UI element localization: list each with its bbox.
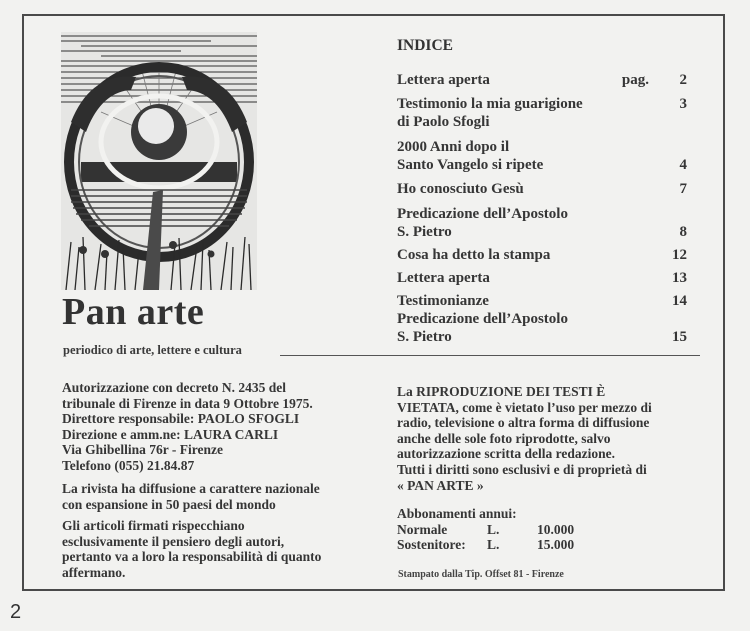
sun-sea-hands-icon (61, 32, 257, 290)
toc-item[interactable] (397, 310, 687, 346)
toc-item-title: Predicazione dell’Apostolo (397, 311, 568, 327)
toc-item-title: Lettera aperta (397, 72, 490, 88)
currency-label: L. (487, 537, 500, 553)
phone-line: Telefono (055) 21.84.87 (62, 457, 195, 473)
address-line: Via Ghibellina 76r - Firenze (62, 442, 223, 458)
subscription-type: Normale (397, 521, 448, 537)
disclaimer-block (62, 518, 321, 580)
text-line: con espansione in 50 paesi del mondo (62, 496, 276, 512)
text-line: VIETATA, come è vietato l’uso per mezzo di (397, 399, 652, 415)
subscriptions-heading: Abbonamenti annui: (397, 506, 517, 521)
printer-credit: Stampato dalla Tip. Offset 81 - Firenze (398, 569, 564, 580)
text-line: autorizzazione scritta della redazione. (397, 446, 615, 462)
text-line: La RIPRODUZIONE DEI TESTI È (397, 384, 606, 399)
toc-item-title: Predicazione dell’Apostolo (397, 206, 568, 222)
text-line: Autorizzazione con decreto N. 2435 del (62, 380, 286, 395)
rights-notice-block (397, 384, 652, 493)
woodcut-illustration (61, 32, 257, 290)
subscription-amount: 10.000 (537, 521, 575, 537)
toc-item-title: 2000 Anni dopo il (397, 139, 510, 155)
toc-page-number: 14 (672, 293, 687, 309)
toc-item[interactable] (397, 292, 687, 310)
subscription-row-normale (397, 522, 574, 538)
text-line: « PAN ARTE » (397, 477, 484, 493)
authorization-block (62, 380, 313, 474)
toc-page-number: 13 (672, 270, 687, 286)
toc-page-number: 2 (679, 72, 687, 88)
subscription-amount: 15.000 (537, 537, 575, 553)
director-line: Direttore responsabile: PAOLO SFOGLI (62, 411, 300, 427)
toc-item-subtitle: S. Pietro (397, 329, 452, 345)
subscription-row-sostenitore (397, 537, 574, 553)
currency-label: L. (487, 521, 500, 537)
toc-item-title: Ho conosciuto Gesù (397, 181, 524, 197)
management-line: Direzione e amm.ne: LAURA CARLI (62, 426, 279, 442)
toc-item[interactable] (397, 205, 687, 241)
text-line: tribunale di Firenze in data 9 Ottobre 1975. (62, 395, 313, 411)
subscription-type: Sostenitore: (397, 537, 466, 553)
text-line: Gli articoli firmati rispecchiano (62, 518, 245, 533)
text-line: affermano. (62, 564, 126, 580)
text-line: Tutti i diritti sono esclusivi e di proprietà di (397, 461, 647, 477)
toc-page-number: 4 (679, 157, 687, 173)
text-line: La rivista ha diffusione a carattere nazionale (62, 481, 320, 496)
text-line: esclusivamente il pensiero degli autori, (62, 533, 285, 549)
text-line: radio, televisione o altra forma di diffusione (397, 415, 650, 431)
toc-item-title: Lettera aperta (397, 270, 490, 286)
pag-label: pag. (621, 72, 649, 88)
toc-page-number: 12 (672, 247, 687, 263)
subscriptions-block (397, 506, 574, 553)
toc-page-number: 15 (672, 329, 687, 345)
toc-item[interactable] (397, 138, 687, 174)
text-line: anche delle sole foto riprodotte, salvo (397, 430, 611, 446)
toc-item[interactable] (397, 95, 687, 131)
toc-item-subtitle: di Paolo Sfogli (397, 114, 490, 130)
magazine-tagline: periodico di arte, lettere e cultura (63, 343, 242, 357)
toc-page-number: 8 (679, 224, 687, 240)
toc-item[interactable] (397, 269, 687, 287)
page-number: 2 (10, 601, 22, 623)
toc-item-title: Testimonio la mia guarigione (397, 96, 583, 112)
distribution-block (62, 481, 320, 512)
toc-item[interactable] (397, 71, 687, 89)
toc-item-title: Testimonianze (397, 293, 489, 309)
toc-item-title: Cosa ha detto la stampa (397, 247, 551, 263)
index-heading: INDICE (397, 37, 453, 54)
divider-line (280, 355, 700, 356)
toc-page-number: 7 (679, 181, 687, 197)
toc-item[interactable] (397, 180, 687, 198)
text-line: pertanto va a loro la responsabilità di quanto (62, 549, 322, 565)
toc-item-subtitle: S. Pietro (397, 224, 452, 240)
toc-item[interactable] (397, 246, 687, 264)
magazine-title: Pan arte (62, 291, 205, 333)
toc-page-number: 3 (679, 96, 687, 112)
toc-item-subtitle: Santo Vangelo si ripete (397, 157, 544, 173)
